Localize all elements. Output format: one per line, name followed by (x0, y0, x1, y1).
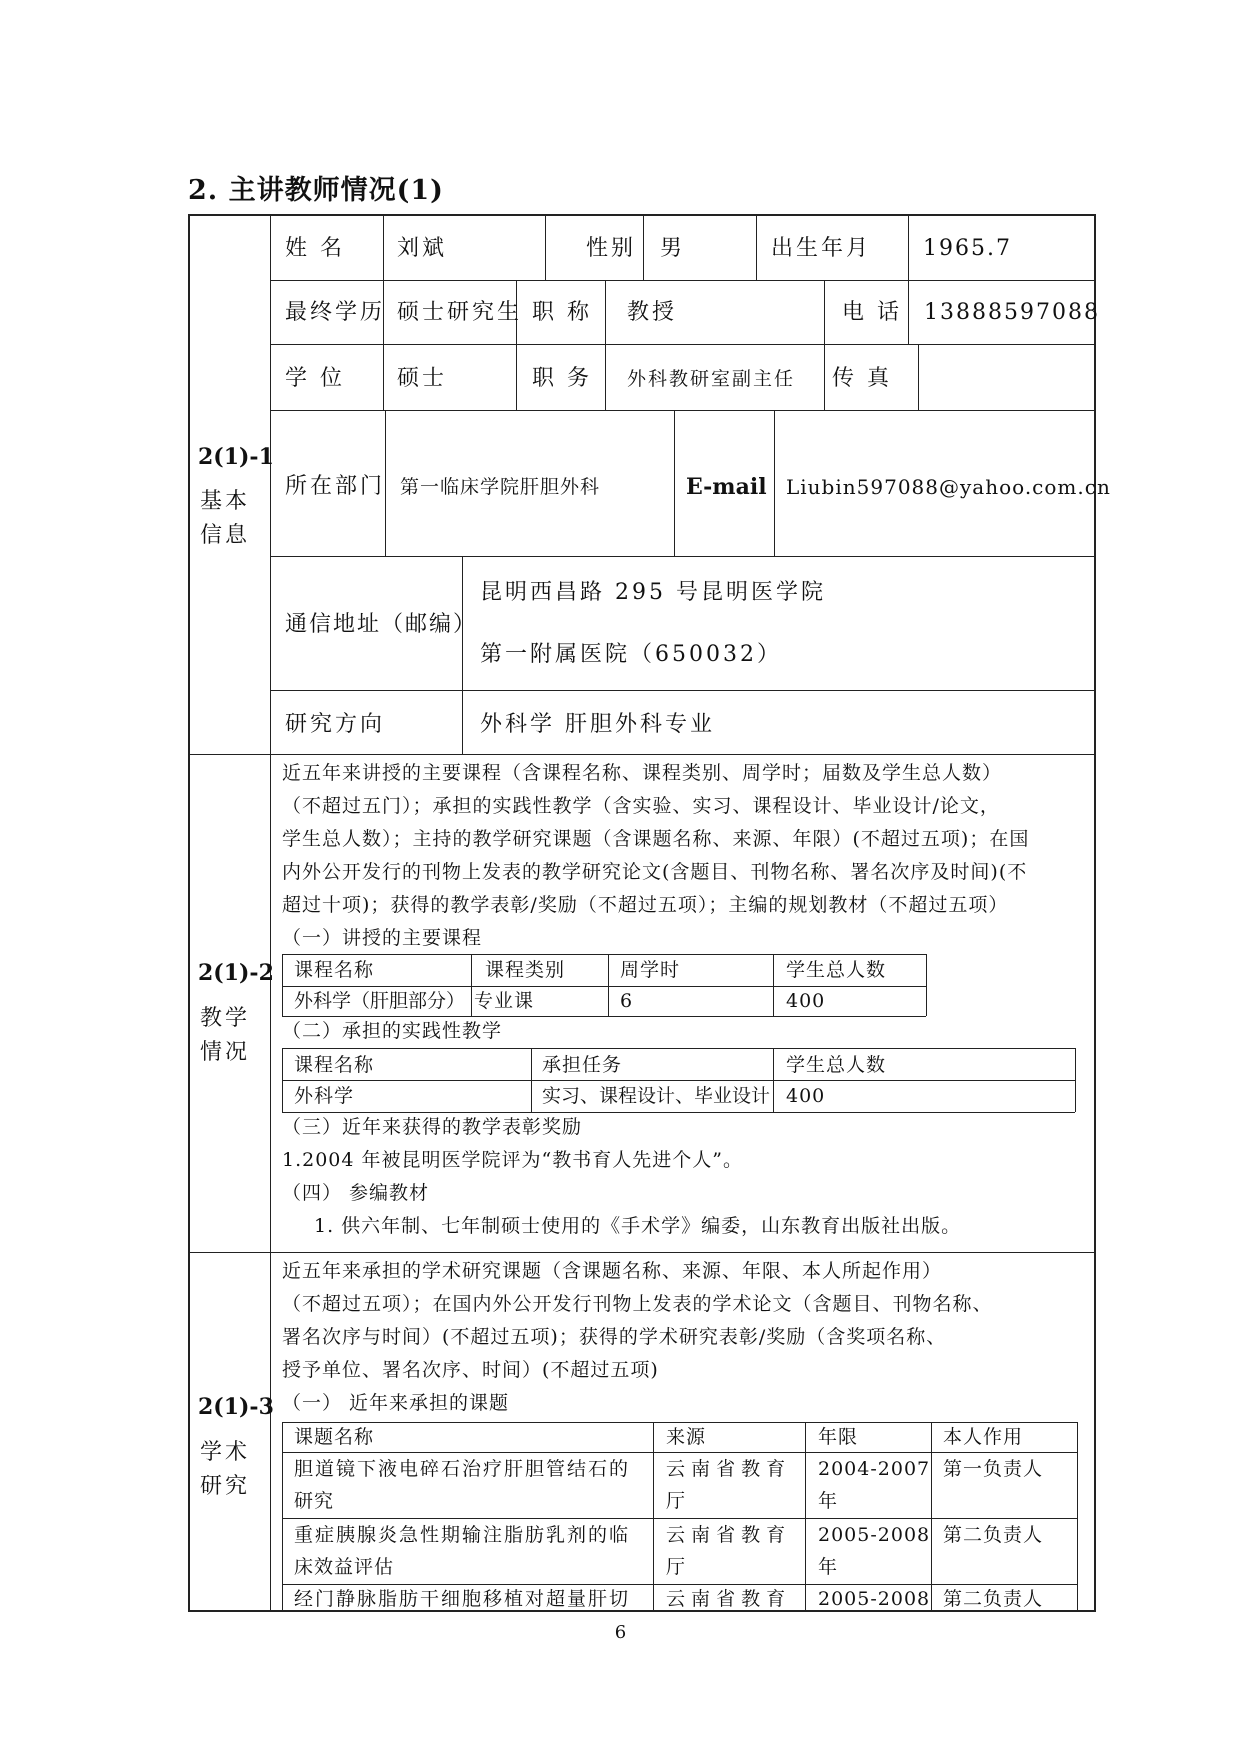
section2-sub3-title: （三）近年来获得的教学表彰奖励 (282, 1116, 583, 1138)
address-label: 通信地址（邮编） (285, 612, 478, 637)
practice-cell: 400 (786, 1085, 826, 1107)
project-years: 年 (818, 1556, 839, 1578)
section2-sub2-title: （二）承担的实践性教学 (282, 1020, 503, 1042)
project-role: 第二负责人 (943, 1524, 1044, 1546)
practice-header-name: 课程名称 (294, 1054, 375, 1076)
page-heading: 2. 主讲教师情况(1) (188, 175, 444, 206)
project-years: 2004-2007 (818, 1458, 931, 1480)
birth-value: 1965.7 (923, 236, 1012, 261)
courses-header-students: 学生总人数 (786, 959, 887, 981)
section3-code: 2(1)-3 (198, 1394, 274, 1420)
project-source: 厅 (666, 1490, 687, 1512)
edu-value: 硕士研究生 (397, 300, 523, 325)
projects-header-name: 课题名称 (294, 1426, 375, 1448)
courses-header-hours: 周学时 (620, 959, 681, 981)
section1-title-1: 基本 (200, 489, 251, 514)
section2-intro-5: 超过十项)；获得的教学表彰/奖励（不超过五项）；主编的规划教材（不超过五项） (282, 894, 1009, 916)
section2-sub4-title: （四） 参编教材 (282, 1182, 430, 1204)
degree-label: 学 位 (285, 366, 345, 391)
practice-cell: 实习、课程设计、毕业设计 (542, 1085, 771, 1107)
section2-award-1: 1.2004 年被昆明医学院评为“教书育人先进个人”。 (282, 1149, 743, 1171)
phone-value: 13888597088 (924, 300, 1100, 325)
address-line1: 昆明西昌路 295 号昆明医学院 (480, 580, 826, 605)
section2-book-1: 1. 供六年制、七年制硕士使用的《手术学》编委，山东教育出版社出版。 (314, 1215, 962, 1237)
section2-intro-3: 学生总人数）；主持的教学研究课题（含课题名称、来源、年限）(不超过五项)；在国 (282, 828, 1030, 850)
dept-label: 所在部门 (285, 474, 386, 499)
project-years: 年 (818, 1490, 839, 1512)
section3-intro-3: 署名次序与时间）(不超过五项)；获得的学术研究表彰/奖励（含奖项名称、 (282, 1326, 947, 1348)
projects-header-source: 来源 (666, 1426, 707, 1448)
project-name: 研究 (294, 1490, 335, 1512)
courses-cell: 外科学（肝胆部分） (294, 990, 466, 1012)
section2-title-1: 教学 (200, 1006, 251, 1031)
section3-title-1: 学术 (200, 1440, 251, 1465)
section3-title-2: 研究 (200, 1474, 251, 1499)
gender-label: 性别 (586, 236, 637, 261)
section2-code: 2(1)-2 (198, 960, 274, 986)
degree-value: 硕士 (397, 366, 448, 391)
practice-cell: 外科学 (294, 1085, 355, 1107)
courses-cell: 6 (620, 990, 634, 1012)
section3-sub1-title: （一） 近年来承担的课题 (282, 1392, 510, 1414)
project-source: 厅 (666, 1556, 687, 1578)
courses-header-name: 课程名称 (294, 959, 375, 981)
research-value: 外科学 肝胆外科专业 (480, 712, 715, 737)
fax-label: 传 真 (832, 366, 892, 391)
section3-intro-1: 近五年来承担的学术研究课题（含课题名称、来源、年限、本人所起作用） (282, 1260, 943, 1282)
project-source: 云 南 省 教 育 (666, 1524, 786, 1546)
address-line2: 第一附属医院（650032） (480, 642, 782, 667)
section2-sub1-title: （一）讲授的主要课程 (282, 927, 483, 949)
birth-label: 出生年月 (771, 236, 872, 261)
title-value: 教授 (627, 300, 678, 325)
section2-intro-1: 近五年来讲授的主要课程（含课程名称、课程类别、周学时；届数及学生总人数） (282, 762, 1003, 784)
phone-label: 电 话 (842, 300, 902, 325)
section2-intro-4: 内外公开发行的刊物上发表的教学研究论文(含题目、刊物名称、署名次序及时间)(不 (282, 861, 1028, 883)
post-value: 外科教研室副主任 (627, 368, 796, 390)
project-role: 第一负责人 (943, 1458, 1044, 1480)
teacher-info-table (188, 214, 1111, 1612)
edu-label: 最终学历 (285, 300, 386, 325)
name-value: 刘斌 (397, 236, 448, 261)
section3-intro-2: （不超过五项）；在国内外公开发行刊物上发表的学术论文（含题目、刊物名称、 (282, 1293, 993, 1315)
project-name: 重症胰腺炎急性期输注脂肪乳剂的临 (294, 1524, 631, 1546)
project-source: 云 南 省 教 育 (666, 1458, 786, 1480)
post-label: 职 务 (532, 366, 592, 391)
research-label: 研究方向 (285, 712, 386, 737)
section2-bottom-rule (190, 1252, 1096, 1253)
practice-header-students: 学生总人数 (786, 1054, 887, 1076)
section3-intro-4: 授予单位、署名次序、时间）(不超过五项) (282, 1359, 659, 1381)
title-label: 职 称 (532, 300, 592, 325)
project-name: 经门静脉脂肪干细胞移植对超量肝切 (294, 1588, 631, 1610)
practice-header-task: 承担任务 (542, 1054, 623, 1076)
section1-code: 2(1)-1 (198, 444, 274, 470)
page-number: 6 (614, 1622, 627, 1643)
section1-title-2: 信息 (200, 523, 251, 548)
email-label: E-mail (686, 474, 767, 500)
courses-cell: 400 (786, 990, 826, 1012)
section2-title-2: 情况 (200, 1040, 251, 1065)
projects-header-role: 本人作用 (943, 1426, 1024, 1448)
courses-cell: 专业课 (474, 990, 535, 1012)
project-name: 床效益评估 (294, 1556, 395, 1578)
courses-header-type: 课程类别 (485, 959, 566, 981)
section1-bottom-rule (190, 754, 1096, 755)
project-name: 胆道镜下液电碎石治疗肝胆管结石的 (294, 1458, 631, 1480)
section2-intro-2: （不超过五门）；承担的实践性教学（含实验、实习、课程设计、毕业设计/论文， (282, 795, 1000, 817)
name-label: 姓 名 (285, 236, 345, 261)
project-source: 云 南 省 教 育 (666, 1588, 786, 1610)
project-years: 2005-2008 (818, 1524, 931, 1546)
project-years: 2005-2008 (818, 1588, 931, 1610)
gender-value: 男 (660, 236, 686, 261)
email-value: Liubin597088@yahoo.com.cn (786, 475, 1111, 499)
projects-header-years: 年限 (818, 1426, 859, 1448)
project-role: 第二负责人 (943, 1588, 1044, 1610)
dept-value: 第一临床学院肝胆外科 (400, 476, 601, 498)
